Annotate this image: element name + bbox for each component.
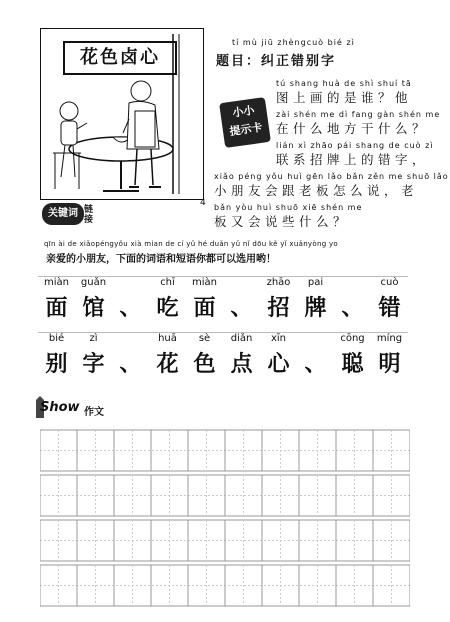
instruction-pinyin: qīn ài de xiǎopéngyǒu xià mian de cí yǔ hé duǎn yǔ nǐ dōu kě yǐ xuǎnyòng yo [44, 240, 338, 248]
shop-sign: 花色卤心 [63, 41, 177, 75]
composition-grid[interactable] [40, 428, 410, 610]
word-cell: sè 色 [193, 333, 216, 377]
tip-line-4: 小朋友会跟老板怎么说，老 [214, 183, 419, 198]
word-cell: chī 吃 [156, 277, 179, 321]
word-row-2 [38, 332, 408, 383]
word-cell: miàn 面 [192, 277, 217, 321]
word-cell: 、 [341, 296, 364, 321]
instruction-text: 亲爱的小朋友，下面的词语和短语你都可以选用哟！ [46, 254, 276, 265]
keyword-link-2: 接 [84, 215, 94, 225]
tip-line-2-pinyin: zài shén me dì fang gàn shén me [276, 110, 441, 119]
page-number: 4 [200, 198, 206, 208]
keyword-link-label [84, 205, 93, 225]
word-cell: cuò 错 [378, 277, 401, 321]
word-cell: 、 [119, 352, 142, 377]
word-cell: guǎn 馆 [80, 277, 107, 321]
illustration [40, 28, 204, 200]
word-cell: míng 明 [376, 333, 403, 377]
tip-line-3-pinyin: lián xì zhāo pái shang de cuò zì [276, 141, 434, 150]
word-cell: 、 [230, 296, 253, 321]
tip-line-5: 板又会说些什么？ [214, 214, 351, 229]
word-cell: huā 花 [156, 333, 179, 377]
word-row-1 [38, 276, 408, 327]
word-cell: 、 [119, 296, 142, 321]
tip-badge-line2: 提示卡 [228, 120, 264, 139]
word-cell: pai 牌 [304, 277, 327, 321]
tip-line-5-pinyin: bǎn yòu huì shuō xiē shén me [214, 203, 363, 212]
tip-line-4-pinyin: xiǎo péng yǒu huì gēn lǎo bǎn zěn me shuō lǎo [214, 172, 449, 181]
keyword-badge: 关键词 [42, 203, 84, 225]
word-cell: 、 [304, 352, 327, 377]
keyword-link-1: 链 [84, 205, 94, 215]
tip-line-2: 在什么地方干什么？ [276, 121, 430, 136]
title-pinyin: tí mù jiū zhèngcuò bié zì [232, 38, 355, 47]
word-cell: cōng 聪 [340, 333, 365, 377]
tip-card-badge [219, 97, 271, 148]
word-cell: zhāo 招 [266, 277, 291, 321]
tip-line-1: 图上画的是谁？他 [276, 90, 413, 105]
word-cell: bié 别 [45, 333, 68, 377]
tip-line-3: 联系招牌上的错字， [276, 152, 430, 167]
word-cell: diǎn 点 [230, 333, 253, 377]
show-zh-label: 作文 [84, 407, 104, 418]
shop-scene-drawing [41, 29, 203, 199]
show-label: Show [40, 400, 80, 415]
word-cell: miàn 面 [44, 277, 69, 321]
tip-line-1-pinyin: tú shang huà de shì shuí tā [276, 79, 412, 88]
word-cell: xīn 心 [267, 333, 290, 377]
word-cell: zì 字 [82, 333, 105, 377]
page-title: 题目：纠正错别字 [216, 54, 337, 69]
tip-badge-line1: 小小 [231, 103, 256, 120]
